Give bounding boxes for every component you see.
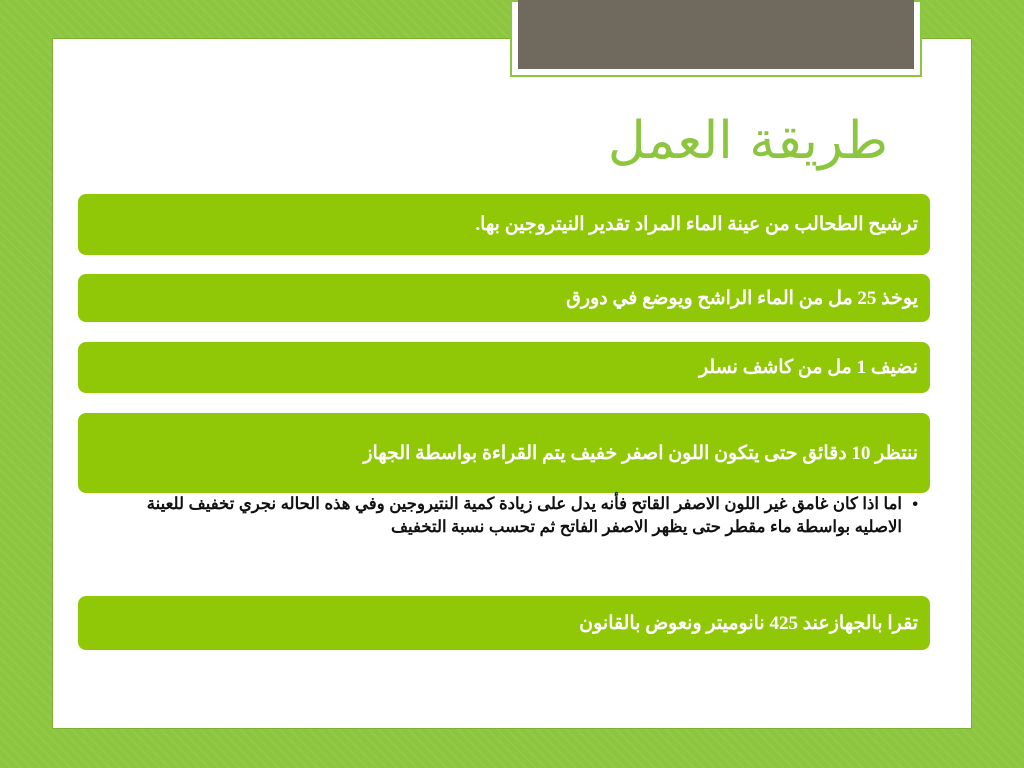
header-image	[510, 0, 922, 77]
step-box-4	[78, 413, 930, 493]
step-box-5	[78, 596, 930, 650]
step-text-5: تقرا بالجهازعند 425 نانوميتر ونعوض بالقانون	[579, 612, 918, 634]
step-box-1	[78, 194, 930, 255]
step-box-3	[78, 342, 930, 393]
slide-title: طريقة العمل	[607, 111, 888, 171]
step-text-3: نضيف 1 مل من كاشف نسلر	[698, 357, 918, 378]
step-text-1: ترشيح الطحالب من عينة الماء المراد تقدير النيتروجين بها.	[475, 214, 918, 235]
step-text-4: ننتظر 10 دقائق حتى يتكون اللون اصفر خفيف يتم القراءة بواسطة الجهاز	[363, 442, 918, 464]
note-paragraph	[98, 493, 918, 539]
step-box-2	[78, 274, 930, 322]
note-text: اما اذا كان غامق غير اللون الاصفر القاتح فأنه يدل على زيادة كمية النتيروجين وفي هذه الحاله نجري تخفيف للعينة الاصليه بواسطة ماء مقطر حتى يظهر الاصفر الفاتح ثم تحسب نسبة التخفيف	[146, 495, 902, 536]
header-image-fill	[518, 0, 914, 69]
step-text-2: يوخذ 25 مل من الماء الراشح ويوضع في دورق	[566, 287, 918, 309]
bullet-marker: •	[912, 496, 918, 513]
